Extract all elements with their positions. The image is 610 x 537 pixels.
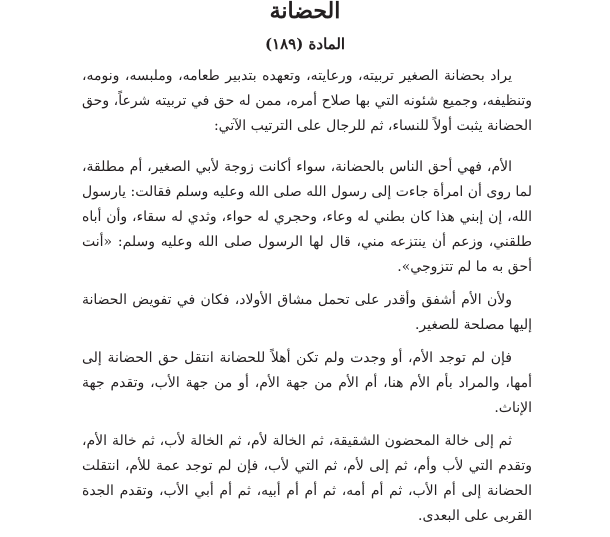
paragraph-aunts: ثم إلى خالة المحضون الشقيقة، ثم الخالة لأم، ثم الخالة لأب، ثم خالة الأم، وتقدم التي لأب وأم، ثم إلى لأم، ثم التي لأب، فإن لم توجد عمة للأم، انتقلت الحضانة إلى أم الأب، ثم أم أمه، ثم أم أم أبيه، ثم أم أبي الأب، وتقدم الجدة القربى على البعدى. xyxy=(82,433,532,524)
paragraph-mother: الأم، فهي أحق الناس بالحضانة، سواء أكانت زوجة لأبي الصغير، أم مطلقة، لما روى أن امرأة جاءت إلى رسول الله صلى الله وعليه وسلم فقالت: يارسول الله، إن إبني هذا كان بطني له وعاء، وحجري له حواء، وثدي له سقاء، وأن أباه طلقني، وزعم أن ينتزعه مني، قال لها الرسول صلى الله وعليه وسلم: «أنت أحق به ما لم تتزوجي». xyxy=(82,159,532,275)
article-number: المادة (١٨٩) xyxy=(264,35,346,53)
page-title: الحضانة xyxy=(269,0,341,24)
paragraph-grandmother: فإن لم توجد الأم، أو وجدت ولم تكن أهلاً للحضانة انتقل حق الحضانة إلى أمها، والمراد بأم الأم هنا، أم الأم من جهة الأم، أو من جهة الأب، وتقدم جهة الإناث. xyxy=(82,350,532,416)
paragraph-mother-reason: ولأن الأم أشفق وأقدر على تحمل مشاق الأولاد، فكان في تفويض الحضانة إليها مصلحة للصغير. xyxy=(82,292,532,333)
document-body xyxy=(82,64,532,537)
paragraph-definition: يراد بحضانة الصغير تربيته، ورعايته، وتعهده بتدبير طعامه، وملبسه، ونومه، وتنظيفه، وجميع شئونه التي بها صلاح أمره، ممن له حق في تربيته شرعاً، وحق الحضانة يثبت أولاً للنساء، ثم للرجال على الترتيب الآتي: xyxy=(82,68,532,134)
